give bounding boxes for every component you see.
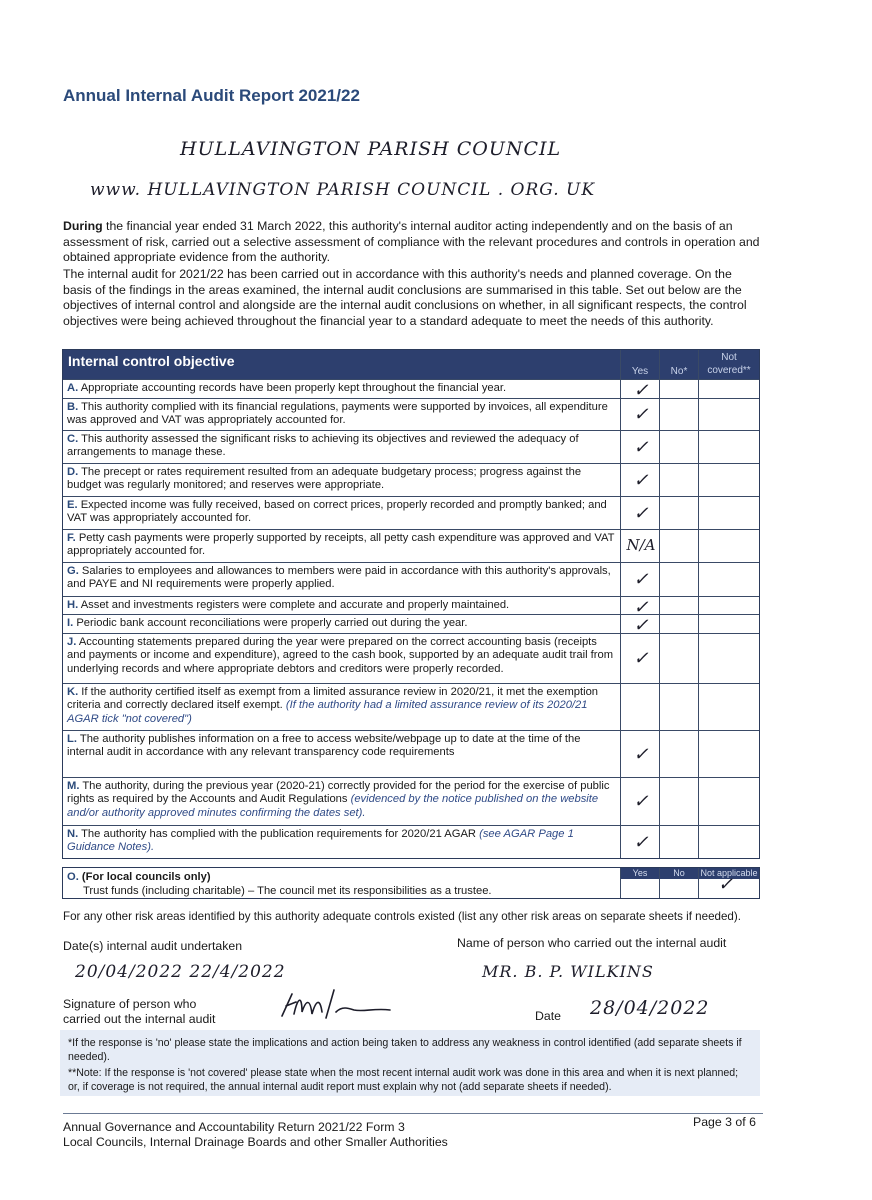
auditor-name-value: MR. B. P. WILKINS xyxy=(482,962,654,981)
obox-col-yes: Yes xyxy=(621,868,659,879)
yes-mark: ✓ xyxy=(633,436,649,458)
intro-bold: During xyxy=(63,219,103,233)
row-letter: B. xyxy=(67,401,79,413)
control-objective-text xyxy=(67,828,615,855)
control-row xyxy=(63,398,759,430)
local-councils-box xyxy=(62,867,760,899)
control-objective-text xyxy=(67,733,615,760)
obox-text xyxy=(67,871,492,898)
row-letter: F. xyxy=(67,532,76,544)
internal-control-table xyxy=(62,349,760,859)
table-header-label: Internal control objective xyxy=(68,353,235,369)
yes-mark: ✓ xyxy=(633,615,649,636)
note-not-covered: **Note: If the response is 'not covered' please state when the most recent internal audit work was done in this area and when it is next planned; or, if coverage is not required, the annual internal audit report must explain why not (add separate sheets if needed). xyxy=(68,1067,739,1093)
row-text: Periodic bank account reconciliations were properly carried out during the year. xyxy=(76,617,468,629)
control-objective-text xyxy=(67,499,615,526)
row-letter: H. xyxy=(67,599,79,611)
row-note: (If the authority had a limited assurance review of its 2020/21 AGAR tick "not covered") xyxy=(67,699,588,725)
date-value: 28/04/2022 xyxy=(590,997,710,1019)
col-divider xyxy=(620,868,621,898)
control-row xyxy=(63,825,759,858)
control-row xyxy=(63,730,759,777)
row-letter: I. xyxy=(67,617,74,629)
page-number: Page 3 of 6 xyxy=(693,1115,756,1129)
obox-body: Trust funds (including charitable) – The council met its responsibilities as a trustee. xyxy=(83,884,492,897)
row-letter: K. xyxy=(67,686,79,698)
col-divider xyxy=(698,868,699,898)
auditor-name-label: Name of person who carried out the internal audit xyxy=(457,936,727,950)
control-objective-text xyxy=(67,636,615,676)
control-objective-text xyxy=(67,617,615,630)
row-text: Expected income was fully received, based on correct prices, properly recorded and promptly banked; and VAT was appropriately accounted for. xyxy=(67,499,607,525)
table-header xyxy=(63,350,759,379)
row-text: This authority assessed the significant risks to achieving its objectives and reviewed the adequacy of arrangements to manage these. xyxy=(67,433,579,459)
control-row xyxy=(63,463,759,496)
signature-label: Signature of person who carried out the internal audit xyxy=(63,997,216,1026)
row-letter: L. xyxy=(67,733,77,745)
col-divider xyxy=(659,868,660,898)
obox-col-no: No xyxy=(660,868,698,879)
control-row xyxy=(63,496,759,529)
yes-mark: ✓ xyxy=(633,743,649,765)
control-objective-text xyxy=(67,532,615,559)
row-text: Salaries to employees and allowances to members were paid in accordance with this authority's approvals, and PAYE and NI requirements were properly applied. xyxy=(67,565,611,591)
handwritten-council-name: HULLAVINGTON PARISH COUNCIL xyxy=(180,138,562,160)
row-letter: A. xyxy=(67,382,79,394)
row-letter: M. xyxy=(67,780,80,792)
row-text: The authority, during the previous year (2020-21) correctly provided for the period for the exercise of public rights as required by the Accounts and Audit Regulations xyxy=(67,780,610,806)
control-row xyxy=(63,777,759,825)
col-divider xyxy=(620,350,621,858)
note-no: *If the response is 'no' please state the implications and action being taken to address any weakness in control identified (add separate sheets if needed). xyxy=(68,1037,742,1063)
row-note: (see AGAR Page 1 Guidance Notes). xyxy=(67,828,574,854)
col-divider xyxy=(698,350,699,858)
yes-mark: ✓ xyxy=(633,469,649,491)
footer-line-1: Annual Governance and Accountability Return 2021/22 Form 3 xyxy=(63,1120,405,1134)
yes-mark: ✓ xyxy=(633,404,649,425)
col-yes-label: Yes xyxy=(631,366,649,377)
yes-mark: ✓ xyxy=(633,831,649,853)
row-text: The authority has complied with the publication requirements for 2020/21 AGAR xyxy=(81,828,476,840)
obox-col-na: Not applicable xyxy=(700,868,758,878)
row-letter: C. xyxy=(67,433,79,445)
control-objective-text xyxy=(67,599,615,612)
yes-mark: ✓ xyxy=(633,380,649,401)
col-not-covered-label: Not covered** xyxy=(707,352,751,376)
control-objective-text xyxy=(67,401,615,428)
col-no-label: No* xyxy=(670,366,688,377)
row-letter: D. xyxy=(67,466,79,478)
control-row xyxy=(63,562,759,596)
page-title: Annual Internal Audit Report 2021/22 xyxy=(63,86,360,105)
control-row xyxy=(63,430,759,463)
footer xyxy=(63,1120,448,1150)
intro-paragraph-1 xyxy=(63,219,763,266)
audit-dates-value: 20/04/2022 22/4/2022 xyxy=(75,962,286,982)
control-objective-text xyxy=(67,433,615,460)
row-text: Asset and investments registers were complete and accurate and properly maintained. xyxy=(80,599,510,611)
risk-areas-text: For any other risk areas identified by this authority adequate controls existed (list any other risk areas on separate sheets if needed). xyxy=(63,910,741,923)
col-divider xyxy=(659,350,660,858)
control-row xyxy=(63,596,759,618)
intro-paragraph-2: The internal audit for 2021/22 has been carried out in accordance with this authority's needs and planned coverage. On the basis of the findings in the areas examined, the internal audit conclusions are summarised in this table. Set out below are the objectives of internal control and alongside are the internal audit conclusions on whether, in all significant respects, the control objectives were being achieved throughout the financial year to a standard adequate to meet the needs of this authority. xyxy=(63,267,747,328)
date-label: Date xyxy=(535,1009,561,1023)
yes-mark: ✓ xyxy=(633,791,649,812)
control-row xyxy=(63,633,759,683)
control-objective-text xyxy=(67,780,615,820)
obox-letter: O. xyxy=(67,871,79,883)
row-text: Petty cash payments were properly supported by receipts, all petty cash expenditure was approved and VAT appropriately accounted for. xyxy=(67,532,615,558)
control-row xyxy=(63,614,759,636)
row-text: Appropriate accounting records have been properly kept throughout the financial year. xyxy=(80,382,507,394)
control-objective-text xyxy=(67,466,615,493)
row-letter: J. xyxy=(67,636,77,648)
footer-line-2: Local Councils, Internal Drainage Boards and other Smaller Authorities xyxy=(63,1135,448,1149)
notes-box xyxy=(60,1030,760,1096)
yes-mark: ✓ xyxy=(633,502,649,524)
row-letter: G. xyxy=(67,565,79,577)
intro-p1-text: the financial year ended 31 March 2022, this authority's internal auditor acting independently and on the basis of an assessment of risk, carried out a selective assessment of compliance with the relevant procedures and controls in operation and obtained appropriate evidence from the authority. xyxy=(63,219,760,264)
control-objective-text xyxy=(67,686,615,726)
row-note: (evidenced by the notice published on the website and/or authority approved minutes confirming the dates set). xyxy=(67,793,599,819)
dates-label: Date(s) internal audit undertaken xyxy=(63,939,243,953)
control-row xyxy=(63,379,759,401)
control-row xyxy=(63,529,759,562)
footer-divider xyxy=(63,1113,763,1114)
row-letter: N. xyxy=(67,828,79,840)
row-letter: E. xyxy=(67,499,78,511)
obox-mark: ✓ xyxy=(718,874,734,895)
yes-mark: ✓ xyxy=(633,648,649,669)
row-text: Accounting statements prepared during the year were prepared on the correct accounting basis (receipts and payments or income and expenditure), agreed to the cash book, supported by an adequate audit trail from underlying records and where appropriate debtors and creditors were properly recorded. xyxy=(67,636,614,675)
auditor-signature xyxy=(278,988,398,1022)
obox-head: (For local councils only) xyxy=(81,871,211,883)
handwritten-website: www. HULLAVINGTON PARISH COUNCIL . ORG. UK xyxy=(90,180,596,200)
control-row xyxy=(63,683,759,730)
row-text: The authority publishes information on a free to access website/webpage up to date at the time of the internal audit in accordance with any relevant transparency code requirements xyxy=(67,733,581,759)
yes-mark: N/A xyxy=(626,535,656,554)
row-text: The precept or rates requirement resulted from an adequate budgetary process; progress against the budget was regularly monitored; and reserves were appropriate. xyxy=(67,466,582,492)
row-text: If the authority certified itself as exempt from a limited assurance review in 2020/21, it met the exemption criteria and correctly declared itself exempt. xyxy=(67,686,599,712)
control-objective-text xyxy=(67,565,615,592)
yes-mark: ✓ xyxy=(633,597,649,618)
control-objective-text xyxy=(67,382,615,395)
yes-mark: ✓ xyxy=(633,569,649,590)
row-text: This authority complied with its financial regulations, payments were supported by invoices, all expenditure was approved and VAT was appropriately accounted for. xyxy=(67,401,608,427)
